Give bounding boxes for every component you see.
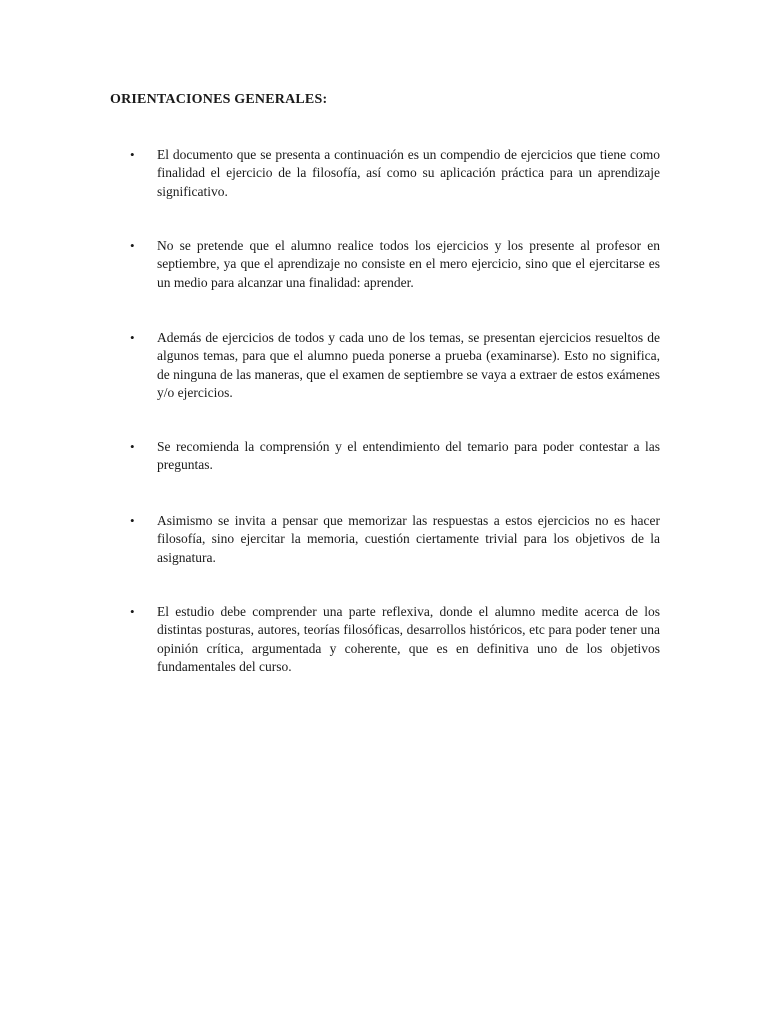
bullet-icon: • — [130, 147, 135, 162]
list-item-text: No se pretende que el alumno realice todos los ejercicios y los presente al profesor en septiembre, ya que el aprendizaje no consiste en el mero ejercicio, sino que el ejercitarse es un medio para alcanzar una finalidad: aprender. — [157, 238, 660, 290]
bullet-icon: • — [130, 330, 135, 345]
list-item-text: Además de ejercicios de todos y cada uno de los temas, se presentan ejercicios resueltos de algunos temas, para que el alumno pueda ponerse a prueba (examinarse). Esto no significa, de ninguna de las maneras, que el examen de septiembre se vaya a extraer de estos exámenes y/o ejercicios. — [157, 330, 660, 400]
bullet-icon: • — [130, 513, 135, 528]
bullet-icon: • — [130, 604, 135, 619]
bullet-icon: • — [130, 238, 135, 253]
list-item-text: El estudio debe comprender una parte reflexiva, donde el alumno medite acerca de los distintas posturas, autores, teorías filosóficas, desarrollos históricos, etc para poder tener una opinión crítica, argumentada y coherente, que es en definitiva uno de los objetivos fundamentales del curso. — [157, 604, 660, 674]
list-item-text: El documento que se presenta a continuación es un compendio de ejercicios que tiene como finalidad el ejercicio de la filosofía, así como su aplicación práctica para un aprendizaje significativo. — [157, 147, 660, 199]
page-title: ORIENTACIONES GENERALES: — [110, 92, 328, 107]
bullet-icon: • — [130, 439, 135, 454]
list-item-text: Asimismo se invita a pensar que memorizar las respuestas a estos ejercicios no es hacer filosofía, sino ejercitar la memoria, cuestión ciertamente trivial para los objetivos de la asignatura. — [157, 513, 660, 565]
list-item-text: Se recomienda la comprensión y el entendimiento del temario para poder contestar a las preguntas. — [157, 439, 660, 473]
